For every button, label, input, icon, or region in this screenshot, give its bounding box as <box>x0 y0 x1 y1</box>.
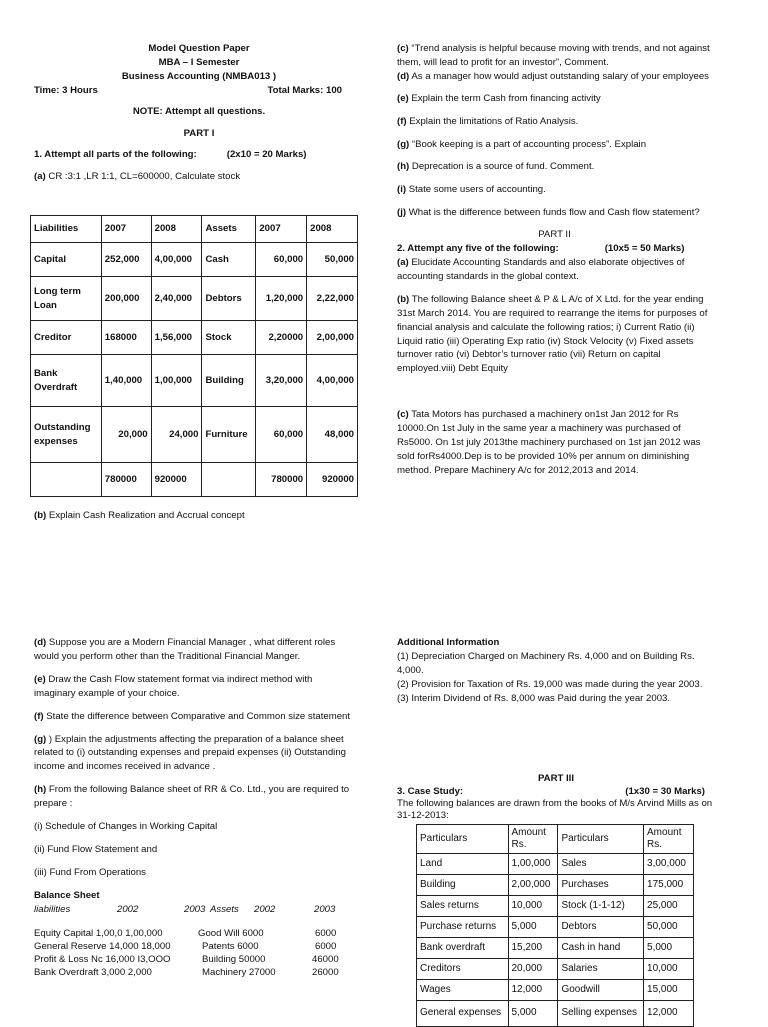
q2c-text <box>397 408 712 478</box>
q2-heading-row <box>397 242 712 256</box>
subject-name: Business Accounting (NMBA013 ) <box>121 70 277 82</box>
q2h-item-3: (iii) Fund From Operations <box>34 866 146 878</box>
q2c-body: Tata Motors has purchased a machinery on1st Jan 2012 for Rs 10000.On 1st July in the same year a machinery was purchased of Rs5000. On 1st july 2013the machinery purchased on 1st jan 2012 was sold forRs4000.Dep is to be provided 10% per annum on diminishing method. Prepare Machinery A/c for 2012,2013 and 2014. <box>397 409 701 476</box>
table-header-cell: Particulars <box>417 825 509 854</box>
q2g-body: ) Explain the adjustments affecting the preparation of a balance sheet related to (i) outstanding expenses and prepaid expenses (ii) Outstanding income and incomes received in advance . <box>34 733 346 773</box>
q2d-body: Suppose you are a Modern Financial Manager , what different roles would you perform other than the Traditional Financial Manger. <box>34 637 336 662</box>
table-cell: 3,20,000 <box>256 355 307 407</box>
q2d-label: (d) <box>34 637 47 648</box>
q1-balance-sheet-table <box>30 215 358 497</box>
table-cell: Long term Loan <box>31 277 102 321</box>
q2h-text <box>34 783 356 811</box>
table-cell: 252,000 <box>101 243 151 277</box>
q2d-text <box>34 636 356 664</box>
q3-intro: The following balances are drawn from the books of M/s Arvind Mills as on 31-12-2013: <box>397 797 713 821</box>
q1f-text <box>397 115 712 129</box>
table-cell: 920000 <box>307 463 358 497</box>
q3-trial-balance-table <box>416 824 694 1027</box>
q1-marks: (2x10 = 20 Marks) <box>226 149 307 161</box>
table-cell: 2,00,000 <box>307 321 358 355</box>
table-cell: Sales returns <box>417 896 509 917</box>
q2h-item-2: (ii) Fund Flow Statement and <box>34 843 158 855</box>
bs-header-cell: liabilities <box>34 903 71 915</box>
q1j-body: What is the difference between funds flow and Cash flow statement? <box>406 207 700 219</box>
table-cell: 15,200 <box>508 938 558 959</box>
bs-cell: Machinery 27000 <box>202 966 276 978</box>
q2a-label: (a) <box>397 256 409 268</box>
table-cell: Salaries <box>558 959 644 980</box>
part-two-heading: PART II <box>538 229 571 241</box>
table-cell: 1,40,000 <box>101 355 151 407</box>
table-cell: Creditors <box>417 959 509 980</box>
exam-time: Time: 3 Hours <box>34 84 98 96</box>
table-cell: 20,000 <box>101 407 151 463</box>
paper-title: Model Question Paper <box>148 43 250 54</box>
bs-header-cell: Assets <box>210 903 239 915</box>
right-bottom-column <box>397 636 715 706</box>
table-header-cell: Particulars <box>558 825 644 854</box>
table-cell: Debtors <box>558 917 644 938</box>
table-cell <box>31 463 102 497</box>
balance-sheet-title: Balance Sheet <box>34 889 100 901</box>
table-cell <box>202 463 256 497</box>
table-cell: 920000 <box>151 463 202 497</box>
bs-header-cell: 2003 <box>184 903 206 915</box>
table-cell: 168000 <box>101 321 151 355</box>
q2g-label: (g) <box>34 733 47 745</box>
q1b-text <box>34 509 364 523</box>
bs-row <box>34 927 356 940</box>
bs-cell: 6000 <box>315 940 337 952</box>
q1a-label: (a) <box>34 171 46 183</box>
table-cell: Goodwill <box>558 980 644 1001</box>
part-three-heading: PART III <box>537 773 575 784</box>
q2-heading: 2. Attempt any five of the following: <box>397 243 559 255</box>
table-cell: Wages <box>417 980 509 1001</box>
table-row <box>417 938 694 959</box>
table-cell: Bank overdraft <box>417 938 509 959</box>
q1h-body: Deprecation is a source of fund. Comment. <box>409 161 595 173</box>
table-cell: 15,000 <box>644 980 694 1001</box>
table-cell: 1,00,000 <box>508 854 558 875</box>
table-header-cell: 2008 <box>151 216 202 243</box>
table-cell: Capital <box>31 243 102 277</box>
q1c-text <box>397 42 712 70</box>
table-cell: 175,000 <box>644 875 694 896</box>
table-cell: 1,00,000 <box>151 355 202 407</box>
table-cell: Purchases <box>558 875 644 896</box>
q2-marks: (10x5 = 50 Marks) <box>604 243 685 255</box>
right-top-column <box>397 42 712 478</box>
table-cell: 1,56,000 <box>151 321 202 355</box>
q2b-body: The following Balance sheet & P & L A/c of X Ltd. for the year ending 31st March 2014. You are required to rearrange the items for purposes of financial analysis and calculate the following ratios; i) Current Ratio (ii) Liquid ratio (iii) Operating Exp ratio (iv) Stock Velocity (v) Fixed assets turnover ratio (vi) Debtor’s turnover ratio (vii) Return on capital employed.viii) Debt Equity <box>397 293 708 375</box>
q1d-label: (d) <box>397 70 410 82</box>
bs-cell: Equity Capital 1,00,0 1,00,000 <box>34 927 163 939</box>
table-cell: Outstanding expenses <box>31 407 102 463</box>
q1f-body: Explain the limitations of Ratio Analysis. <box>406 115 579 127</box>
q1i-body: State some users of accounting. <box>406 184 546 196</box>
table-cell: Purchase returns <box>417 917 509 938</box>
q3-heading-row <box>397 786 715 798</box>
table-row <box>417 980 694 1001</box>
q2e-text <box>34 673 356 701</box>
q1g-label: (g) <box>397 138 410 150</box>
q1-heading: 1. Attempt all parts of the following: <box>34 149 197 161</box>
bs-cell: Bank Overdraft 3,000 2,000 <box>34 966 152 978</box>
table-cell: Furniture <box>202 407 256 463</box>
q2h-label: (h) <box>34 784 47 796</box>
table-row <box>31 407 358 463</box>
table-header-cell: 2007 <box>256 216 307 243</box>
bs-cell: Patents 6000 <box>202 940 259 952</box>
left-bottom-column <box>34 636 356 979</box>
q3-marks: (1x30 = 30 Marks) <box>625 785 705 797</box>
table-cell: 20,000 <box>508 959 558 980</box>
additional-info-heading: Additional Information <box>397 637 500 648</box>
q2f-text <box>34 710 356 724</box>
table-cell: 1,20,000 <box>256 277 307 321</box>
q2h-body: From the following Balance sheet of RR & Co. Ltd., you are required to prepare : <box>34 784 350 810</box>
table-header-cell: Amount Rs. <box>644 825 694 854</box>
table-cell: 25,000 <box>644 896 694 917</box>
table-cell: 5,000 <box>508 1001 558 1027</box>
table-cell: Selling expenses <box>558 1001 644 1027</box>
q1c-label: (c) <box>397 43 409 54</box>
q1g-text <box>397 138 712 152</box>
q1d-text <box>397 70 712 84</box>
q2e-body: Draw the Cash Flow statement format via indirect method with imaginary example of your choice. <box>34 673 313 699</box>
table-cell: 60,000 <box>256 243 307 277</box>
q1e-body: Explain the term Cash from financing activity <box>408 92 601 104</box>
table-cell: 12,000 <box>508 980 558 1001</box>
q1a-body: CR :3:1 ,LR 1:1, CL=600000, Calculate stock <box>45 171 241 183</box>
table-row <box>417 875 694 896</box>
table-cell: Cash in hand <box>558 938 644 959</box>
table-header-cell: Amount Rs. <box>508 825 558 854</box>
table-row <box>417 896 694 917</box>
part-three-section <box>397 772 715 822</box>
bs-row <box>34 940 356 953</box>
q2c-label: (c) <box>397 409 409 421</box>
table-row <box>417 959 694 980</box>
table-header-cell: Assets <box>202 216 256 243</box>
course-name: MBA – I Semester <box>158 56 240 68</box>
q1a-text <box>34 170 364 184</box>
additional-info-item: (1) Depreciation Charged on Machinery Rs. 4,000 and on Building Rs. 4,000. <box>397 650 695 676</box>
table-cell: General expenses <box>417 1001 509 1027</box>
q2f-label: (f) <box>34 710 44 722</box>
q1h-label: (h) <box>397 161 410 173</box>
table-header-cell: 2008 <box>307 216 358 243</box>
time-marks-row <box>34 84 364 98</box>
bs-cell: Good Will 6000 <box>198 927 264 939</box>
table-cell: Creditor <box>31 321 102 355</box>
bs-header-cell: 2002 <box>254 903 276 915</box>
q1e-label: (e) <box>397 92 409 104</box>
q1j-label: (j) <box>397 207 407 219</box>
table-cell: 5,000 <box>644 938 694 959</box>
table-row <box>31 355 358 407</box>
table-cell: 4,00,000 <box>151 243 202 277</box>
q2h-item-1: (i) Schedule of Changes in Working Capital <box>34 821 218 833</box>
q1c-body: “Trend analysis is helpful because moving with trends, and not against them, will lead to profit for an investor”, Comment. <box>397 43 710 68</box>
bs-cell: 26000 <box>312 966 339 978</box>
bs-cell: 46000 <box>312 953 339 965</box>
table-cell: 10,000 <box>644 959 694 980</box>
table-cell: 12,000 <box>644 1001 694 1027</box>
q1d-body: As a manager how would adjust outstanding salary of your employees <box>409 70 709 82</box>
table-header-cell: 2007 <box>101 216 151 243</box>
table-cell: 2,22,000 <box>307 277 358 321</box>
q2e-label: (e) <box>34 673 46 685</box>
table-total-row <box>31 463 358 497</box>
q2b-label: (b) <box>397 293 410 305</box>
table-cell: Land <box>417 854 509 875</box>
table-cell: Debtors <box>202 277 256 321</box>
q1i-text <box>397 183 712 197</box>
table-cell: 48,000 <box>307 407 358 463</box>
table-cell: Cash <box>202 243 256 277</box>
bs-header-cell: 2002 <box>117 903 139 915</box>
q1i-label: (i) <box>397 184 407 196</box>
table-cell: 50,000 <box>307 243 358 277</box>
table-row <box>417 854 694 875</box>
q1h-text <box>397 160 712 174</box>
balance-sheet-rows <box>34 927 356 979</box>
q1g-body: “Book keeping is a part of accounting process”. Explain <box>409 138 647 150</box>
table-cell: Stock (1-1-12) <box>558 896 644 917</box>
bs-cell: Profit & Loss Nc 16,000 I3,OOO <box>34 953 171 965</box>
q1b-label: (b) <box>34 510 47 521</box>
bs-header-cell: 2003 <box>314 903 336 915</box>
table-cell: 200,000 <box>101 277 151 321</box>
table-cell: Bank Overdraft <box>31 355 102 407</box>
table-cell: 2,20000 <box>256 321 307 355</box>
total-marks: Total Marks: 100 <box>267 84 342 96</box>
additional-info-item: (3) Interim Dividend of Rs. 8,000 was Paid during the year 2003. <box>397 692 671 704</box>
q1j-text <box>397 206 712 220</box>
table-cell: Building <box>202 355 256 407</box>
exam-note: NOTE: Attempt all questions. <box>132 105 266 117</box>
bs-cell: General Reserve 14,000 18,000 <box>34 940 171 952</box>
q1-heading-row <box>34 148 364 162</box>
q1b-body: Explain Cash Realization and Accrual concept <box>46 510 245 521</box>
q1f-label: (f) <box>397 115 407 127</box>
bs-cell: 6000 <box>315 927 337 939</box>
table-header-row <box>417 825 694 854</box>
table-cell: 10,000 <box>508 896 558 917</box>
table-row <box>417 917 694 938</box>
q2g-text <box>34 733 356 775</box>
bs-row <box>34 953 356 966</box>
table-cell: 780000 <box>101 463 151 497</box>
left-top-column <box>34 42 364 184</box>
table-cell: 3,00,000 <box>644 854 694 875</box>
q2a-text <box>397 256 712 284</box>
table-row <box>31 243 358 277</box>
bs-row <box>34 966 356 979</box>
table-cell: Stock <box>202 321 256 355</box>
table-cell: 50,000 <box>644 917 694 938</box>
table-header-row <box>31 216 358 243</box>
additional-info-item: (2) Provision for Taxation of Rs. 19,000 was made during the year 2003. <box>397 678 703 690</box>
q2a-body: Elucidate Accounting Standards and also elaborate objectives of accounting standards in the global context. <box>397 256 685 282</box>
table-header-cell: Liabilities <box>31 216 102 243</box>
table-row <box>31 321 358 355</box>
q1e-text <box>397 92 712 106</box>
bs-cell: Building 50000 <box>202 953 266 965</box>
table-cell: 2,00,000 <box>508 875 558 896</box>
q2f-body: State the difference between Comparative and Common size statement <box>43 710 351 722</box>
table-cell: 5,000 <box>508 917 558 938</box>
table-cell: 60,000 <box>256 407 307 463</box>
table-cell: 24,000 <box>151 407 202 463</box>
balance-sheet-header <box>34 903 356 917</box>
table-cell: Building <box>417 875 509 896</box>
table-cell: Sales <box>558 854 644 875</box>
q2b-text <box>397 293 712 376</box>
q3-heading: 3. Case Study: <box>397 785 464 797</box>
part-one-heading: PART I <box>183 127 215 139</box>
table-cell: 4,00,000 <box>307 355 358 407</box>
table-cell: 2,40,000 <box>151 277 202 321</box>
table-row <box>31 277 358 321</box>
table-cell: 780000 <box>256 463 307 497</box>
table-row <box>417 1001 694 1027</box>
